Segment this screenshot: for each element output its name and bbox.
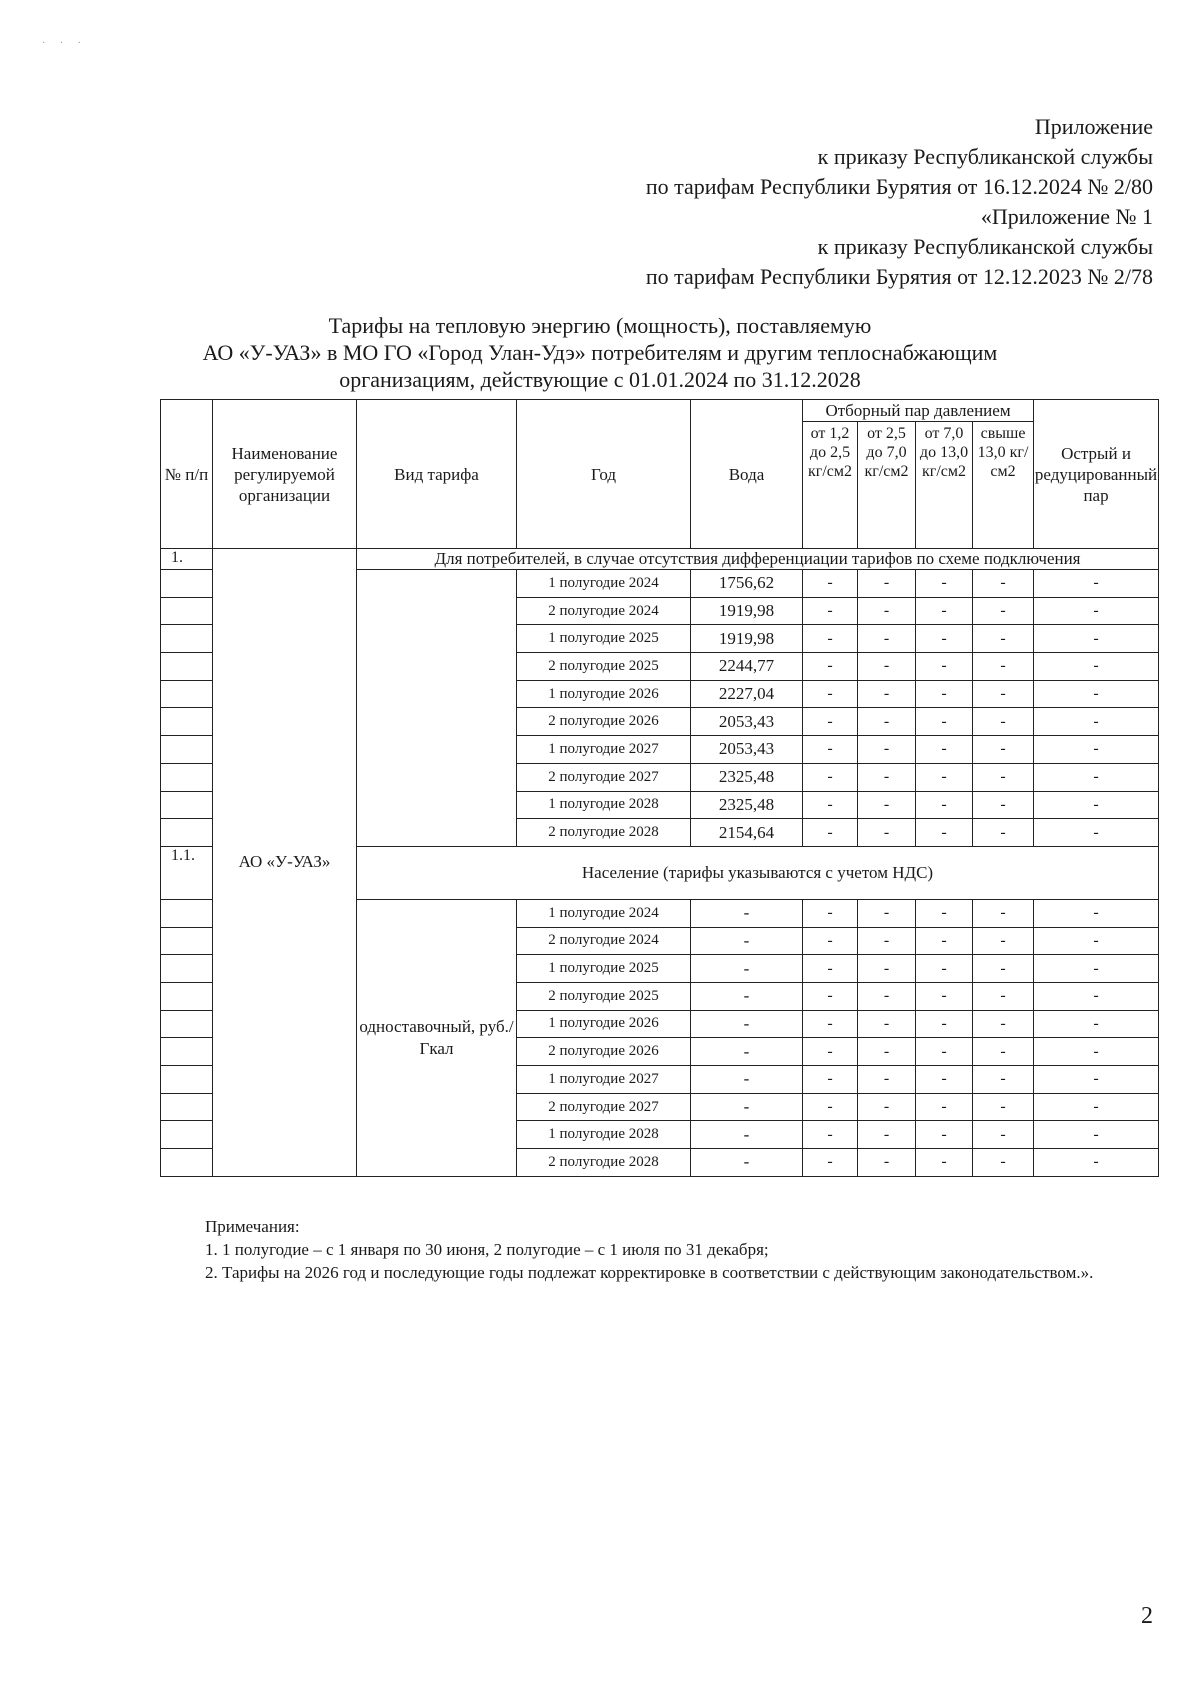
- water-value: 1919,98: [691, 597, 803, 625]
- row-number-empty: [161, 1066, 213, 1094]
- row-number-empty: [161, 899, 213, 927]
- steam-value: -: [973, 1010, 1034, 1038]
- steam-value: -: [803, 1010, 858, 1038]
- water-value: -: [691, 1149, 803, 1177]
- year-cell: 2 полугодие 2025: [517, 653, 691, 681]
- water-value: 2154,64: [691, 819, 803, 847]
- steam-value: -: [973, 653, 1034, 681]
- header-pressure-3: от 7,0 до 13,0 кг/см2: [916, 422, 973, 549]
- header-sharp-steam: Острый и редуцированный пар: [1034, 400, 1159, 549]
- steam-value: -: [916, 653, 973, 681]
- steam-value: -: [973, 1066, 1034, 1094]
- row-number-empty: [161, 570, 213, 598]
- year-cell: 1 полугодие 2024: [517, 570, 691, 598]
- steam-value: -: [973, 1121, 1034, 1149]
- steam-value: -: [973, 927, 1034, 955]
- steam-value: -: [803, 982, 858, 1010]
- steam-value: -: [1034, 708, 1159, 736]
- section-label: Для потребителей, в случае отсутствия дифференциации тарифов по схеме подключения: [357, 549, 1159, 570]
- row-number-empty: [161, 955, 213, 983]
- steam-value: -: [858, 597, 916, 625]
- year-cell: 1 полугодие 2026: [517, 680, 691, 708]
- steam-value: -: [973, 1038, 1034, 1066]
- water-value: -: [691, 1066, 803, 1094]
- water-value: 2053,43: [691, 736, 803, 764]
- steam-value: -: [1034, 1149, 1159, 1177]
- year-cell: 2 полугодие 2025: [517, 982, 691, 1010]
- year-cell: 1 полугодие 2025: [517, 625, 691, 653]
- row-number-empty: [161, 927, 213, 955]
- steam-value: -: [858, 982, 916, 1010]
- steam-value: -: [973, 955, 1034, 983]
- section-label: Население (тарифы указываются с учетом НДС): [357, 846, 1159, 899]
- steam-value: -: [803, 1093, 858, 1121]
- note-item: 1. 1 полугодие – с 1 января по 30 июня, 2 полугодие – с 1 июля по 31 декабря;: [205, 1240, 769, 1259]
- steam-value: -: [916, 1149, 973, 1177]
- steam-value: -: [858, 1010, 916, 1038]
- steam-value: -: [803, 763, 858, 791]
- steam-value: -: [858, 680, 916, 708]
- year-cell: 2 полугодие 2027: [517, 1093, 691, 1121]
- row-number-empty: [161, 763, 213, 791]
- steam-value: -: [803, 1066, 858, 1094]
- steam-value: -: [1034, 955, 1159, 983]
- steam-value: -: [858, 708, 916, 736]
- row-number-empty: [161, 1093, 213, 1121]
- row-number-empty: [161, 597, 213, 625]
- steam-value: -: [858, 927, 916, 955]
- row-number-empty: [161, 982, 213, 1010]
- title-line: организациям, действующие с 01.01.2024 по 31.12.2028: [339, 367, 861, 392]
- steam-value: -: [1034, 927, 1159, 955]
- year-cell: 1 полугодие 2026: [517, 1010, 691, 1038]
- water-value: 2325,48: [691, 791, 803, 819]
- notes-heading: Примечания:: [205, 1217, 300, 1236]
- year-cell: 1 полугодие 2028: [517, 791, 691, 819]
- steam-value: -: [1034, 791, 1159, 819]
- steam-value: -: [916, 736, 973, 764]
- row-number: 1.1.: [161, 846, 213, 899]
- tariff-type: одноставочный, руб./Гкал: [357, 899, 517, 1176]
- steam-value: -: [803, 927, 858, 955]
- steam-value: -: [803, 625, 858, 653]
- year-cell: 1 полугодие 2025: [517, 955, 691, 983]
- year-cell: 1 полугодие 2028: [517, 1121, 691, 1149]
- steam-value: -: [973, 708, 1034, 736]
- section-header-row: [161, 549, 1159, 570]
- steam-value: -: [916, 680, 973, 708]
- header-pressure-4: свыше 13,0 кг/см2: [973, 422, 1034, 549]
- year-cell: 2 полугодие 2028: [517, 819, 691, 847]
- year-cell: 2 полугодие 2024: [517, 597, 691, 625]
- approval-line: по тарифам Республики Бурятия от 12.12.2023 № 2/78: [645, 264, 1153, 289]
- steam-value: -: [858, 1038, 916, 1066]
- water-value: 2053,43: [691, 708, 803, 736]
- steam-value: -: [803, 708, 858, 736]
- header-pressure-1: от 1,2 до 2,5 кг/см2: [803, 422, 858, 549]
- notes-block: [150, 1215, 1153, 1284]
- steam-value: -: [916, 570, 973, 598]
- steam-value: -: [973, 1093, 1034, 1121]
- water-value: -: [691, 1010, 803, 1038]
- steam-value: -: [973, 982, 1034, 1010]
- steam-value: -: [803, 680, 858, 708]
- water-value: -: [691, 982, 803, 1010]
- steam-value: -: [803, 597, 858, 625]
- steam-value: -: [916, 982, 973, 1010]
- steam-value: -: [1034, 736, 1159, 764]
- water-value: -: [691, 1121, 803, 1149]
- steam-value: -: [858, 819, 916, 847]
- steam-value: -: [916, 1038, 973, 1066]
- approval-line: к приказу Республиканской службы: [817, 144, 1153, 169]
- note-item: 2. Тарифы на 2026 год и последующие годы подлежат корректировке в соответствии с действующим законодательством.».: [205, 1263, 1094, 1282]
- steam-value: -: [803, 570, 858, 598]
- row-number-empty: [161, 625, 213, 653]
- steam-value: -: [803, 1038, 858, 1066]
- row-number: 1.: [161, 549, 213, 570]
- header-num: № п/п: [161, 400, 213, 549]
- steam-value: -: [858, 736, 916, 764]
- steam-value: -: [1034, 763, 1159, 791]
- water-value: 2325,48: [691, 763, 803, 791]
- document-title: [150, 312, 1050, 393]
- steam-value: -: [916, 708, 973, 736]
- steam-value: -: [973, 819, 1034, 847]
- water-value: -: [691, 1093, 803, 1121]
- steam-value: -: [916, 1093, 973, 1121]
- steam-value: -: [1034, 597, 1159, 625]
- steam-value: -: [916, 1066, 973, 1094]
- tariff-type: [357, 570, 517, 847]
- steam-value: -: [1034, 1093, 1159, 1121]
- year-cell: 2 полугодие 2028: [517, 1149, 691, 1177]
- row-number-empty: [161, 791, 213, 819]
- steam-value: -: [916, 927, 973, 955]
- row-number-empty: [161, 680, 213, 708]
- page-number: 2: [1141, 1603, 1153, 1629]
- steam-value: -: [858, 1121, 916, 1149]
- steam-value: -: [858, 1149, 916, 1177]
- approval-line: по тарифам Республики Бурятия от 16.12.2024 № 2/80: [645, 174, 1153, 199]
- year-cell: 2 полугодие 2024: [517, 927, 691, 955]
- header-pressure-2: от 2,5 до 7,0 кг/см2: [858, 422, 916, 549]
- steam-value: -: [858, 1066, 916, 1094]
- steam-value: -: [858, 1093, 916, 1121]
- water-value: 2244,77: [691, 653, 803, 681]
- steam-value: -: [916, 955, 973, 983]
- steam-value: -: [916, 791, 973, 819]
- steam-value: -: [1034, 680, 1159, 708]
- steam-value: -: [973, 680, 1034, 708]
- steam-value: -: [916, 899, 973, 927]
- steam-value: -: [858, 625, 916, 653]
- year-cell: 2 полугодие 2027: [517, 763, 691, 791]
- approval-block: [646, 112, 1153, 292]
- steam-value: -: [1034, 982, 1159, 1010]
- header-water: Вода: [691, 400, 803, 549]
- steam-value: -: [973, 570, 1034, 598]
- header-steam-group: Отборный пар давлением: [803, 400, 1034, 422]
- steam-value: -: [916, 819, 973, 847]
- row-number-empty: [161, 1149, 213, 1177]
- scan-specks: · · ·: [42, 38, 87, 49]
- year-cell: 1 полугодие 2024: [517, 899, 691, 927]
- approval-line: Приложение: [1034, 114, 1153, 139]
- steam-value: -: [1034, 625, 1159, 653]
- steam-value: -: [858, 899, 916, 927]
- tariff-table: [160, 399, 1159, 1177]
- steam-value: -: [973, 791, 1034, 819]
- header-tariff-type: Вид тарифа: [357, 400, 517, 549]
- steam-value: -: [858, 791, 916, 819]
- steam-value: -: [803, 736, 858, 764]
- water-value: 1919,98: [691, 625, 803, 653]
- steam-value: -: [1034, 1066, 1159, 1094]
- steam-value: -: [858, 653, 916, 681]
- steam-value: -: [803, 653, 858, 681]
- year-cell: 2 полугодие 2026: [517, 1038, 691, 1066]
- year-cell: 2 полугодие 2026: [517, 708, 691, 736]
- steam-value: -: [858, 955, 916, 983]
- approval-line: к приказу Республиканской службы: [817, 234, 1153, 259]
- steam-value: -: [1034, 1010, 1159, 1038]
- year-cell: 1 полугодие 2027: [517, 1066, 691, 1094]
- water-value: -: [691, 899, 803, 927]
- header-org: Наименование регулируемой организации: [213, 400, 357, 549]
- approval-line: «Приложение № 1: [980, 204, 1153, 229]
- header-year: Год: [517, 400, 691, 549]
- steam-value: -: [858, 763, 916, 791]
- steam-value: -: [803, 899, 858, 927]
- steam-value: -: [803, 1121, 858, 1149]
- steam-value: -: [916, 1121, 973, 1149]
- row-number-empty: [161, 1010, 213, 1038]
- steam-value: -: [916, 597, 973, 625]
- steam-value: -: [1034, 570, 1159, 598]
- row-number-empty: [161, 1121, 213, 1149]
- steam-value: -: [916, 763, 973, 791]
- steam-value: -: [803, 1149, 858, 1177]
- title-line: АО «У-УАЗ» в МО ГО «Город Улан-Удэ» потребителям и другим теплоснабжающим: [202, 340, 998, 365]
- steam-value: -: [973, 625, 1034, 653]
- row-number-empty: [161, 736, 213, 764]
- row-number-empty: [161, 819, 213, 847]
- steam-value: -: [1034, 653, 1159, 681]
- org-name: АО «У-УАЗ»: [213, 549, 357, 1177]
- steam-value: -: [973, 597, 1034, 625]
- row-number-empty: [161, 653, 213, 681]
- water-value: -: [691, 955, 803, 983]
- steam-value: -: [973, 763, 1034, 791]
- water-value: -: [691, 927, 803, 955]
- water-value: 1756,62: [691, 570, 803, 598]
- water-value: -: [691, 1038, 803, 1066]
- steam-value: -: [803, 791, 858, 819]
- steam-value: -: [803, 819, 858, 847]
- steam-value: -: [973, 1149, 1034, 1177]
- year-cell: 1 полугодие 2027: [517, 736, 691, 764]
- row-number-empty: [161, 708, 213, 736]
- water-value: 2227,04: [691, 680, 803, 708]
- steam-value: -: [973, 899, 1034, 927]
- steam-value: -: [916, 625, 973, 653]
- steam-value: -: [1034, 819, 1159, 847]
- steam-value: -: [973, 736, 1034, 764]
- steam-value: -: [1034, 899, 1159, 927]
- steam-value: -: [803, 955, 858, 983]
- title-line: Тарифы на тепловую энергию (мощность), поставляемую: [328, 313, 872, 338]
- steam-value: -: [1034, 1038, 1159, 1066]
- steam-value: -: [858, 570, 916, 598]
- steam-value: -: [916, 1010, 973, 1038]
- steam-value: -: [1034, 1121, 1159, 1149]
- row-number-empty: [161, 1038, 213, 1066]
